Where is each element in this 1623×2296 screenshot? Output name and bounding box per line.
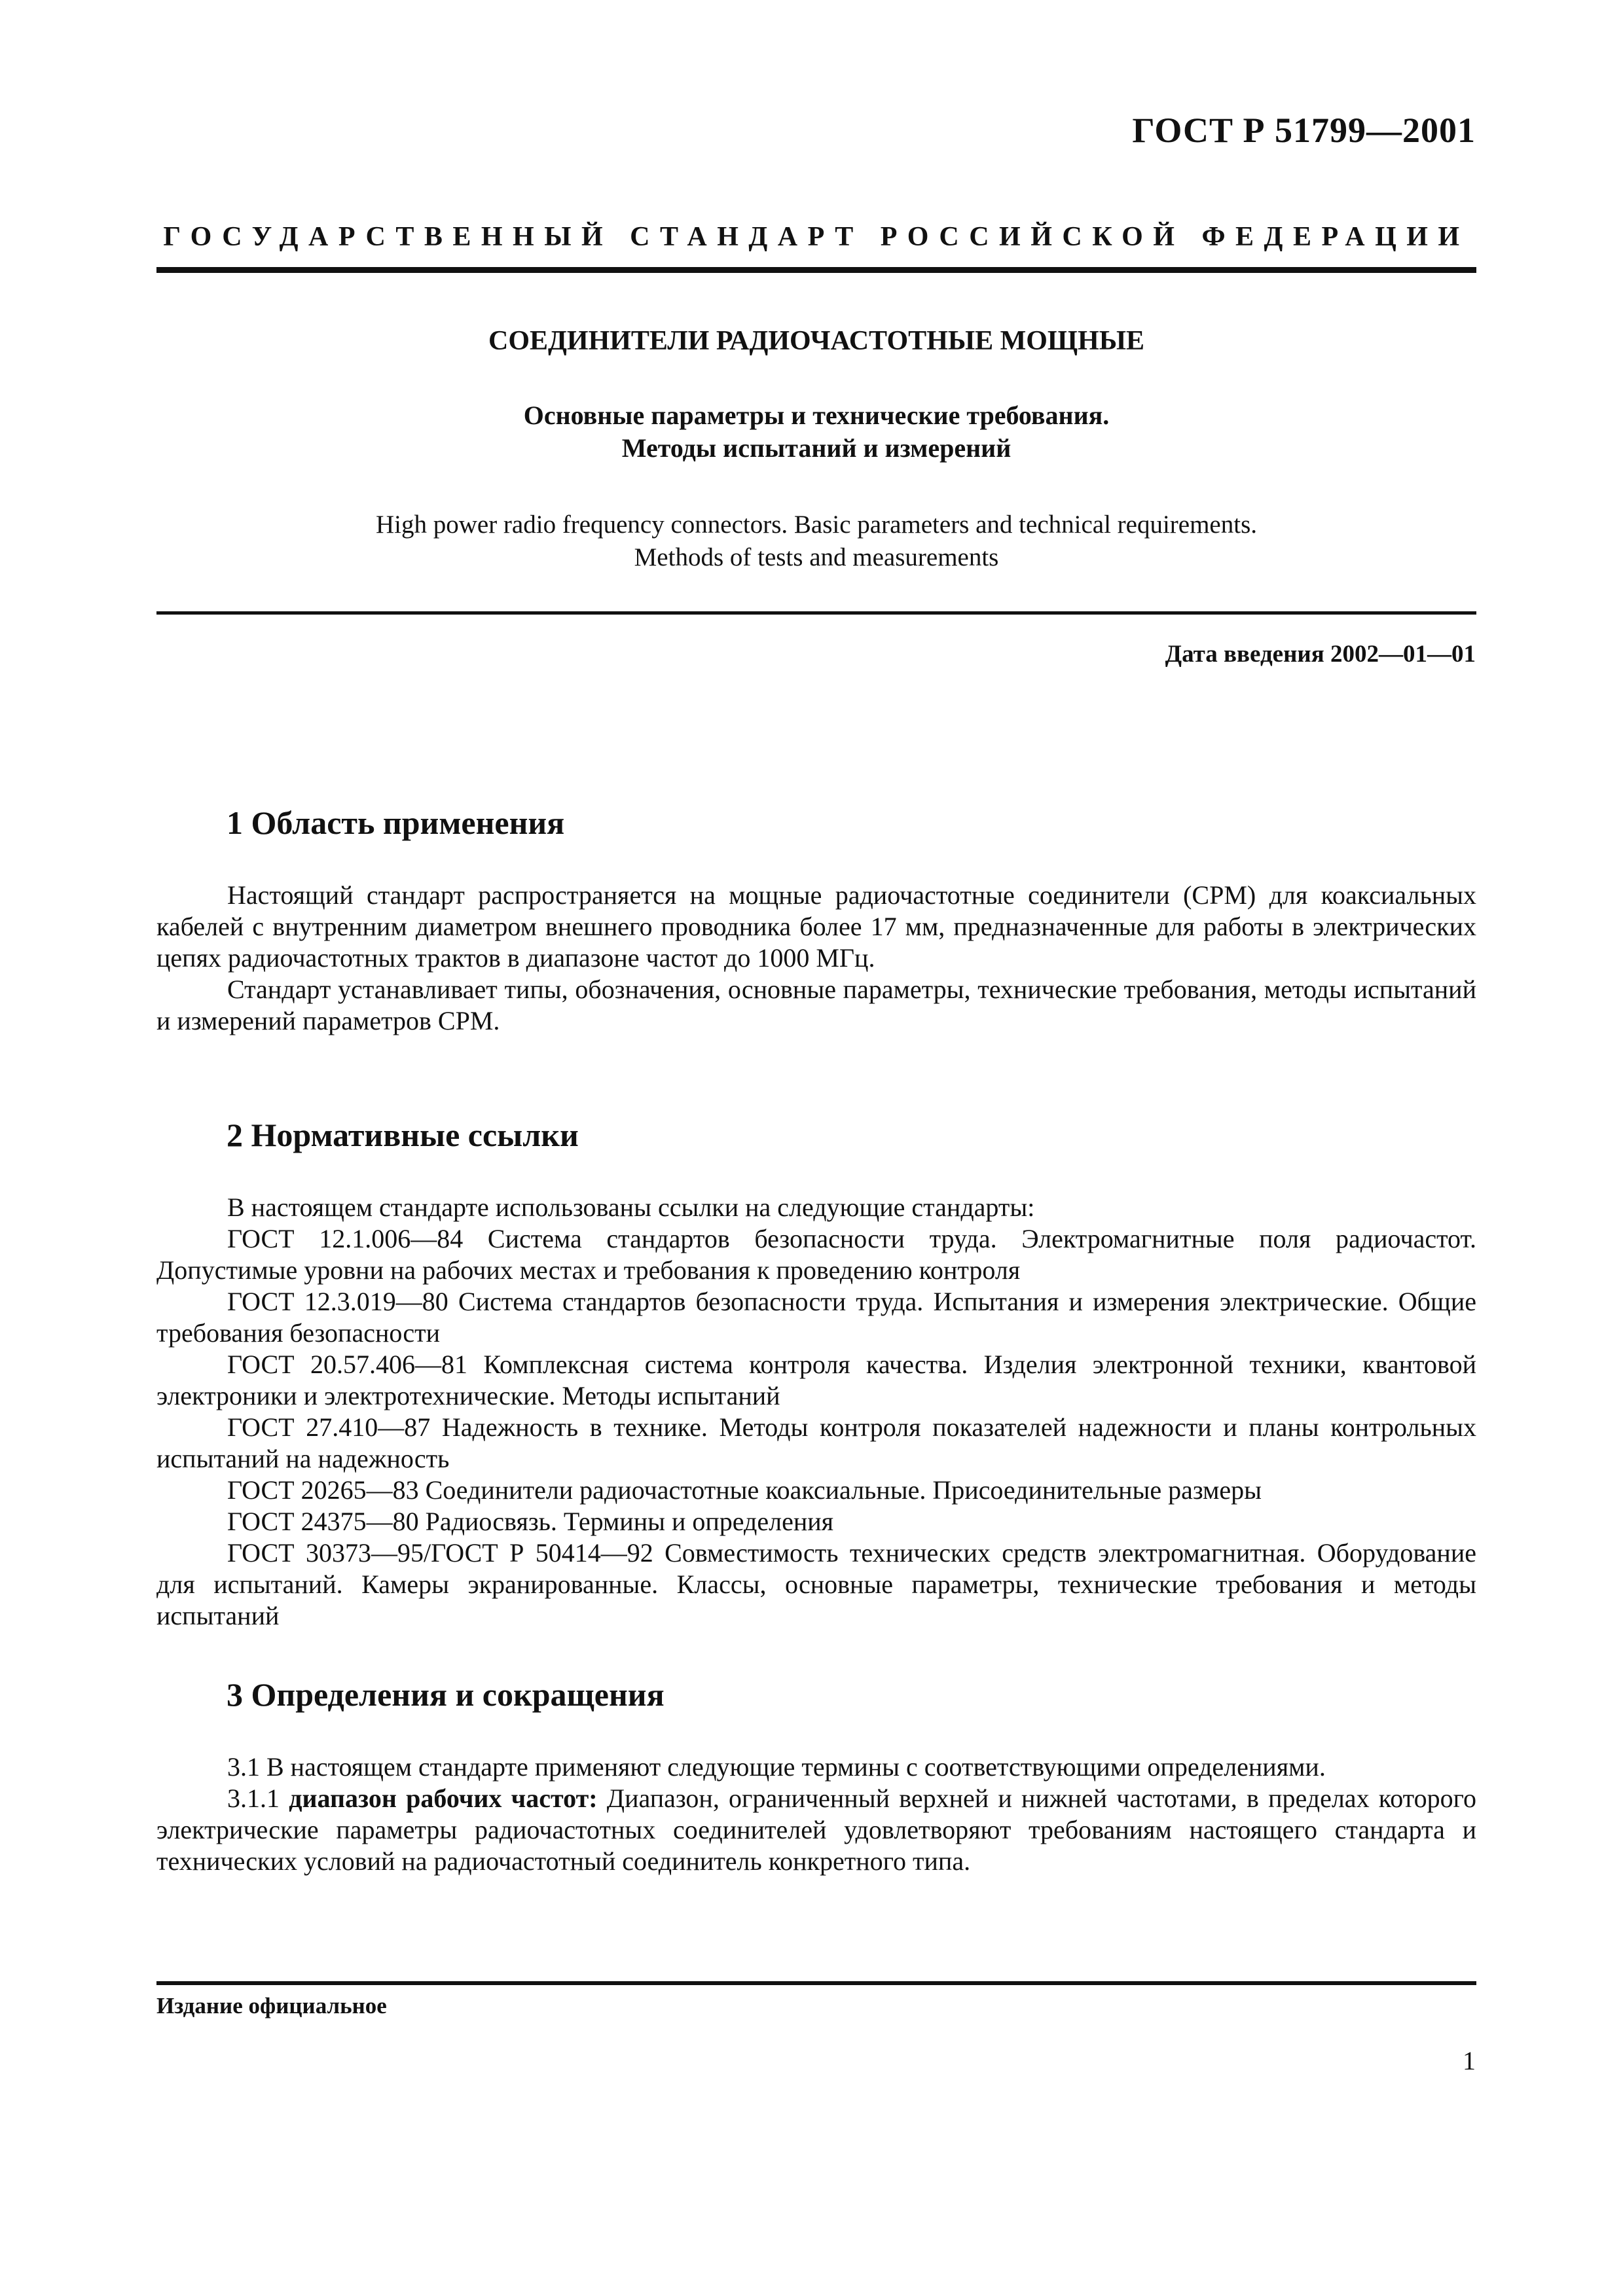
official-edition-label: Издание официальное [156,1993,387,2018]
middle-divider [156,611,1476,615]
section-definitions [156,1676,1476,1877]
state-standard-banner: ГОСУДАРСТВЕННЫЙ СТАНДАРТ РОССИЙСКОЙ ФЕДЕРАЦИИ [163,222,1470,252]
definition-number: 3.1.1 [227,1784,280,1813]
introduction-date: Дата введения 2002—01—01 [1165,641,1476,668]
paragraph: 3.1 В настоящем стандарте применяют следующие термины с соответствующими определениями. [227,1752,1326,1782]
document-number: ГОСТ Р 51799—2001 [1132,111,1476,150]
reference-item: ГОСТ 27.410—87 Надежность в технике. Методы контроля показателей надежности и планы контрольных испытаний на надежность [156,1412,1476,1473]
definition-paragraph [156,1783,1476,1877]
english-title-line-1: High power radio frequency connectors. Basic parameters and technical requirements. [375,511,1258,539]
section-heading: 1 Область применения [227,804,565,841]
definition-text: Диапазон, ограниченный верхней и нижней частотами, в пределах которого электрические параметры радиочастотных соединителей удовлетворяют требованиям настоящего стандарта и технических условий на радиочастотный соединитель конкретного типа. [156,1784,1477,1876]
section-scope [156,804,1476,1037]
reference-item: ГОСТ 12.3.019—80 Система стандартов безопасности труда. Испытания и измерения электрические. Общие требования безопасности [156,1287,1476,1348]
reference-item: ГОСТ 12.1.006—84 Система стандартов безопасности труда. Электромагнитные поля радиочастот. Допустимые уровни на рабочих местах и требования к проведению контроля [156,1224,1476,1285]
reference-item: ГОСТ 20265—83 Соединители радиочастотные коаксиальные. Присоединительные размеры [227,1475,1262,1505]
top-divider [156,267,1476,273]
definition-term: диапазон рабочих частот: [289,1784,598,1813]
paragraph: В настоящем стандарте использованы ссылки на следующие стандарты: [227,1193,1035,1222]
reference-item: ГОСТ 20.57.406—81 Комплексная система контроля качества. Изделия электронной техники, квантовой электроники и электротехнические. Методы испытаний [156,1350,1476,1410]
section-normative-references [156,1116,1476,1632]
english-title-line-2: Methods of tests and measurements [634,543,999,571]
subtitle-line-1: Основные параметры и технические требования. [523,401,1110,430]
bottom-divider [156,1981,1476,1985]
section-heading: 2 Нормативные ссылки [227,1117,579,1153]
english-title [156,509,1476,574]
page-number: 1 [1463,2046,1476,2075]
paragraph: Стандарт устанавливает типы, обозначения, основные параметры, технические требования, методы испытаний и измерений параметров СРМ. [156,975,1476,1035]
reference-item: ГОСТ 24375—80 Радиосвязь. Термины и определения [227,1507,834,1536]
section-heading: 3 Определения и сокращения [227,1676,665,1713]
subtitle-line-2: Методы испытаний и измерений [621,433,1012,463]
paragraph: Настоящий стандарт распространяется на мощные радиочастотные соединители (СРМ) для коаксиальных кабелей с внутренним диаметром внешнего проводника более 17 мм, предназначенные для работы в электрических цепях радиочастотных трактов в диапазоне частот до 1000 МГц. [156,880,1476,973]
document-title: СОЕДИНИТЕЛИ РАДИОЧАСТОТНЫЕ МОЩНЫЕ [488,326,1144,356]
document-subtitle [156,399,1476,465]
reference-item: ГОСТ 30373—95/ГОСТ Р 50414—92 Совместимость технических средств электромагнитная. Оборудование для испытаний. Камеры экранированные. Классы, основные параметры, технические требования и методы испытаний [156,1538,1476,1630]
